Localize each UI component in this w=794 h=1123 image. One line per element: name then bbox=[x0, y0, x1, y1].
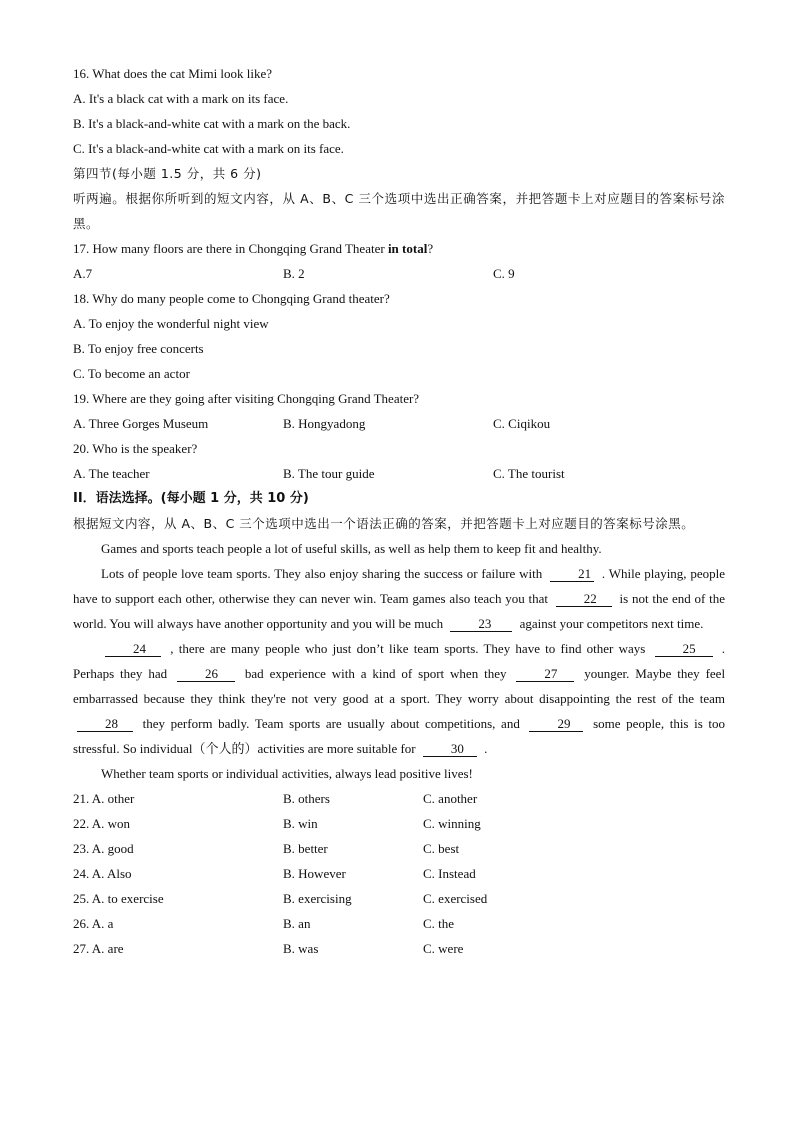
grammar-option-b: B. an bbox=[283, 916, 311, 931]
blank-23: 23 bbox=[450, 617, 512, 632]
question-18-option-c: C. To become an actor bbox=[73, 366, 190, 381]
question-18-option-b: B. To enjoy free concerts bbox=[73, 341, 204, 356]
blank-25: 25 bbox=[655, 642, 713, 657]
question-19-option-c: C. Ciqikou bbox=[493, 416, 551, 431]
grammar-option-a: 25. A. to exercise bbox=[73, 891, 164, 906]
question-19-option-b: B. Hongyadong bbox=[283, 416, 366, 431]
question-16-option-b: B. It's a black-and-white cat with a mark on the back. bbox=[73, 116, 351, 131]
blank-29: 29 bbox=[529, 717, 583, 732]
passage-paragraph-1: Games and sports teach people a lot of useful skills, as well as help them to keep fit and healthy. bbox=[101, 541, 602, 556]
grammar-option-a: 21. A. other bbox=[73, 791, 135, 806]
question-20-option-c: C. The tourist bbox=[493, 466, 565, 481]
exam-page bbox=[73, 61, 725, 961]
passage-text: some people, this is too stressful. So individual（个人的）activities are more suitable for bbox=[73, 716, 726, 756]
grammar-option-c: C. winning bbox=[423, 816, 481, 831]
grammar-option-b: B. better bbox=[283, 841, 328, 856]
grammar-option-a: 23. A. good bbox=[73, 841, 134, 856]
question-19-options bbox=[73, 411, 725, 436]
blank-24: 24 bbox=[105, 642, 161, 657]
question-17-options bbox=[73, 261, 725, 286]
section-2-title: II．语法选择。(每小题 1 分，共 10 分) bbox=[73, 491, 309, 506]
grammar-option-row bbox=[73, 911, 725, 936]
question-20-options bbox=[73, 461, 725, 486]
grammar-option-a: 27. A. are bbox=[73, 941, 124, 956]
grammar-option-row bbox=[73, 786, 725, 811]
part4-instruction: 听两遍。根据你所听到的短文内容，从 A、B、C 三个选项中选出正确答案，并把答题卡上对应题目的答案标号涂黑。 bbox=[73, 191, 725, 231]
question-20-stem: 20. Who is the speaker? bbox=[73, 441, 198, 456]
grammar-option-b: B. However bbox=[283, 866, 346, 881]
passage-paragraph-4: Whether team sports or individual activities, always lead positive lives! bbox=[101, 766, 473, 781]
question-16-option-a: A. It's a black cat with a mark on its face. bbox=[73, 91, 289, 106]
passage-text: , there are many people who just don’t like team sports. They have to find other ways bbox=[170, 641, 646, 656]
grammar-option-a: 22. A. won bbox=[73, 816, 131, 831]
question-19-option-a: A. Three Gorges Museum bbox=[73, 416, 209, 431]
passage-text: against your competitors next time. bbox=[519, 616, 704, 631]
passage-text: they perform badly. Team sports are usually about competitions, and bbox=[142, 716, 520, 731]
grammar-option-row bbox=[73, 836, 725, 861]
grammar-options-list bbox=[73, 786, 725, 961]
passage-text: younger. Maybe they feel embarrassed because they think they're not very good at a sport. They worry about disappointing the rest of the team bbox=[73, 666, 726, 706]
passage-paragraph-2 bbox=[73, 561, 725, 636]
question-17-stem-text: 17. How many floors are there in Chongqing Grand Theater bbox=[73, 241, 388, 256]
grammar-option-row bbox=[73, 811, 725, 836]
question-17-stem-emphasis: in total bbox=[387, 241, 428, 256]
grammar-option-row bbox=[73, 886, 725, 911]
blank-30: 30 bbox=[423, 742, 477, 757]
passage-text: is not the end of the world. You will always have another opportunity and you will be much bbox=[73, 591, 725, 631]
question-18-option-a: A. To enjoy the wonderful night view bbox=[73, 316, 269, 331]
question-17-stem bbox=[73, 236, 725, 261]
grammar-option-c: C. Instead bbox=[423, 866, 476, 881]
grammar-option-c: C. were bbox=[423, 941, 464, 956]
grammar-option-row bbox=[73, 861, 725, 886]
grammar-option-c: C. best bbox=[423, 841, 460, 856]
question-19-stem: 19. Where are they going after visiting Chongqing Grand Theater? bbox=[73, 391, 420, 406]
passage-text: bad experience with a kind of sport when they bbox=[244, 666, 507, 681]
passage-text: . While playing, people have to support each other, otherwise they can never win. Team games also teach you that bbox=[73, 566, 726, 606]
grammar-option-a: 24. A. Also bbox=[73, 866, 132, 881]
question-20-option-b: B. The tour guide bbox=[283, 466, 375, 481]
question-17-option-a: A.7 bbox=[73, 266, 93, 281]
grammar-option-c: C. another bbox=[423, 791, 478, 806]
question-17-option-c: C. 9 bbox=[493, 266, 515, 281]
passage-text: . bbox=[484, 741, 488, 756]
passage-text: Lots of people love team sports. They also enjoy sharing the success or failure with bbox=[101, 566, 543, 581]
blank-21: 21 bbox=[550, 567, 594, 582]
grammar-option-b: B. others bbox=[283, 791, 330, 806]
question-20-option-a: A. The teacher bbox=[73, 466, 150, 481]
blank-27: 27 bbox=[516, 667, 574, 682]
question-17-option-b: B. 2 bbox=[283, 266, 305, 281]
grammar-option-a: 26. A. a bbox=[73, 916, 114, 931]
blank-28: 28 bbox=[77, 717, 133, 732]
grammar-option-c: C. the bbox=[423, 916, 455, 931]
grammar-option-b: B. win bbox=[283, 816, 318, 831]
grammar-option-b: B. exercising bbox=[283, 891, 352, 906]
grammar-option-row bbox=[73, 936, 725, 961]
blank-26: 26 bbox=[177, 667, 235, 682]
question-16-option-c: C. It's a black-and-white cat with a mark on its face. bbox=[73, 141, 344, 156]
question-16-stem: 16. What does the cat Mimi look like? bbox=[73, 66, 273, 81]
question-18-stem: 18. Why do many people come to Chongqing Grand theater? bbox=[73, 291, 390, 306]
question-17-stem-end: ? bbox=[427, 241, 434, 256]
grammar-option-b: B. was bbox=[283, 941, 319, 956]
passage-paragraph-3 bbox=[73, 636, 725, 761]
section-2-instruction: 根据短文内容，从 A、B、C 三个选项中选出一个语法正确的答案，并把答题卡上对应题目的答案标号涂黑。 bbox=[73, 516, 695, 531]
grammar-option-c: C. exercised bbox=[423, 891, 488, 906]
blank-22: 22 bbox=[556, 592, 612, 607]
passage-text: . Perhaps they had bbox=[73, 641, 726, 681]
part4-title: 第四节(每小题 1.5 分，共 6 分) bbox=[73, 166, 262, 181]
